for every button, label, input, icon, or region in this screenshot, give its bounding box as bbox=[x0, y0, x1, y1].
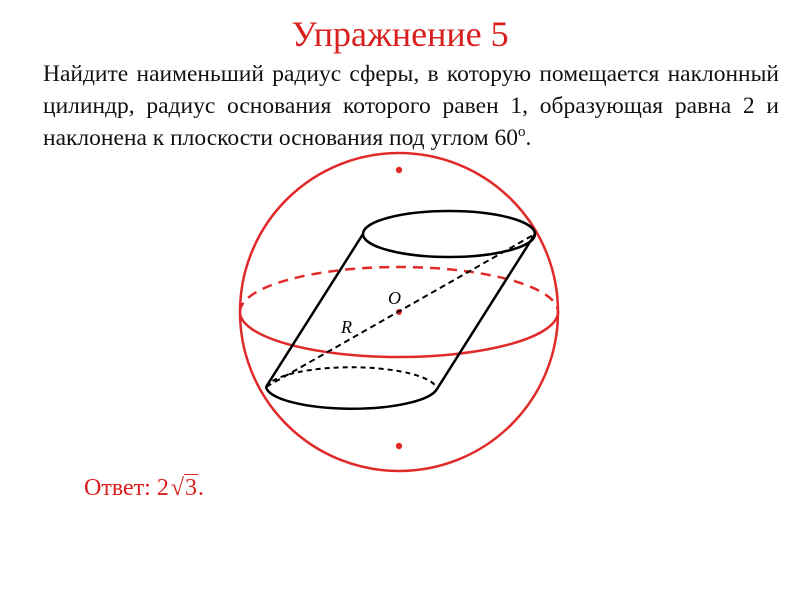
problem-text: Найдите наименьший радиус сферы, в которую помещается наклонный цилиндр, радиус основания которого равен 1, образующая равна 2 и наклонена к плоскости основания под углом 60 bbox=[43, 61, 779, 151]
degree-mark: o bbox=[517, 124, 526, 141]
center-label: O bbox=[388, 288, 401, 308]
cylinder-bottom-base-back bbox=[266, 367, 437, 389]
answer-period: . bbox=[198, 475, 204, 501]
answer-radicand: 3 bbox=[185, 475, 197, 501]
sphere-equator-front bbox=[240, 312, 558, 357]
sphere-bottom-point bbox=[396, 443, 402, 449]
slide-title: Упражнение 5 bbox=[291, 14, 509, 54]
radius-label: R bbox=[341, 317, 352, 337]
cylinder-bottom-base-front bbox=[266, 387, 437, 409]
answer-radical bbox=[169, 472, 198, 504]
answer bbox=[84, 472, 204, 504]
answer-label: Ответ: bbox=[84, 475, 157, 501]
cylinder-top-base bbox=[363, 211, 535, 257]
sqrt-icon: √ bbox=[170, 475, 184, 501]
sphere-diameter bbox=[266, 234, 535, 387]
answer-coefficient: 2 bbox=[156, 475, 169, 501]
cylinder-left-generatrix bbox=[266, 234, 363, 387]
problem-period: . bbox=[525, 125, 532, 151]
sphere-top-point bbox=[396, 167, 402, 173]
